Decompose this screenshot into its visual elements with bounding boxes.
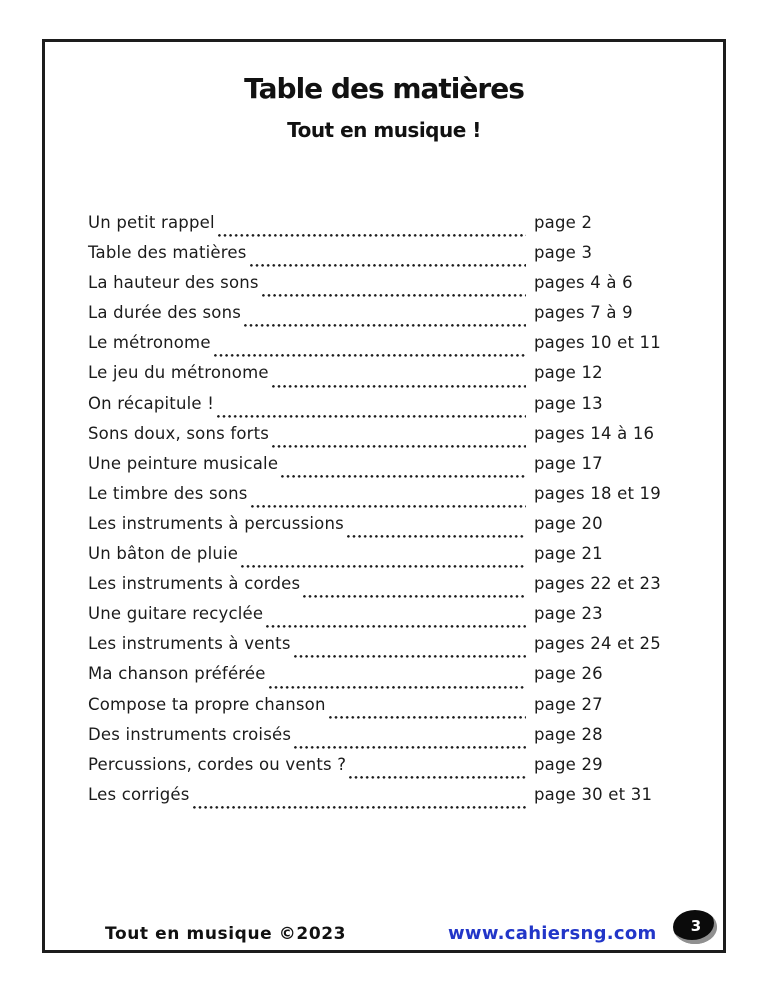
- toc-entry-title: Table des matières: [88, 243, 247, 263]
- toc-row: [88, 755, 666, 785]
- page-title: Table des matières: [244, 72, 524, 105]
- toc-row: [88, 243, 666, 273]
- toc-entry-title: Percussions, cordes ou vents ?: [88, 754, 347, 774]
- toc-entry-page: page 23: [534, 604, 603, 624]
- leader-dots: [269, 686, 526, 690]
- toc-entry-page: page 28: [534, 724, 603, 744]
- leader-dots: [262, 294, 526, 298]
- toc-entry-page: pages 7 à 9: [534, 303, 633, 323]
- toc-entry-page: page 2: [534, 213, 593, 232]
- toc-entry-page: pages 14 à 16: [534, 423, 655, 443]
- toc-entry-page: page 29: [534, 754, 603, 774]
- toc-entry-page: page 17: [534, 453, 603, 473]
- leader-dots: [303, 595, 526, 599]
- toc-row: [88, 484, 666, 514]
- toc-entry-page: page 20: [534, 513, 603, 533]
- toc-row: [88, 213, 666, 243]
- toc-entry-page: pages 18 et 19: [534, 483, 661, 503]
- leader-dots: [294, 746, 526, 750]
- toc-entry-title: Les instruments à vents: [88, 634, 291, 654]
- toc-row: [88, 424, 666, 454]
- leader-dots: [294, 655, 526, 659]
- toc-entry-page: pages 10 et 11: [534, 333, 661, 353]
- leader-dots: [251, 505, 526, 509]
- toc-entry-title: On récapitule !: [88, 393, 215, 413]
- toc-row: [88, 695, 666, 725]
- toc-entry-page: pages 4 à 6: [534, 273, 633, 293]
- page-number: 3: [690, 916, 702, 935]
- leader-dots: [272, 445, 526, 449]
- toc-row: [88, 333, 666, 363]
- page-number-badge: [673, 910, 717, 944]
- toc-entry-title: Sons doux, sons forts: [88, 423, 270, 443]
- toc-entry-title: Le jeu du métronome: [88, 363, 269, 383]
- toc-entry-title: Un petit rappel: [88, 213, 215, 232]
- toc-entry-title: Une guitare recyclée: [88, 604, 264, 624]
- toc-entry-title: Un bâton de pluie: [88, 544, 239, 564]
- leader-dots: [281, 475, 526, 479]
- toc-entry-title: La durée des sons: [88, 303, 242, 323]
- toc-row: [88, 604, 666, 634]
- toc-entry-page: page 12: [534, 363, 603, 383]
- toc-row: [88, 634, 666, 664]
- toc-entry-title: Le métronome: [88, 333, 211, 353]
- toc-entry-page: page 26: [534, 664, 603, 684]
- toc-row: [88, 363, 666, 393]
- toc-entry-page: pages 24 et 25: [534, 634, 661, 654]
- leader-dots: [214, 354, 526, 358]
- leader-dots: [218, 234, 526, 238]
- leader-dots: [241, 565, 526, 569]
- toc-entry-title: Les corrigés: [88, 784, 190, 804]
- toc-entry-page: pages 22 et 23: [534, 574, 661, 594]
- leader-dots: [266, 625, 526, 629]
- toc-entry-page: page 21: [534, 544, 603, 564]
- toc-row: [88, 273, 666, 303]
- toc-row: [88, 544, 666, 574]
- leader-dots: [272, 385, 526, 389]
- toc-entry-title: Compose ta propre chanson: [88, 694, 326, 714]
- page-subtitle: Tout en musique !: [287, 118, 481, 142]
- toc-row: [88, 394, 666, 424]
- leader-dots: [347, 535, 526, 539]
- toc-row: [88, 664, 666, 694]
- toc-row: [88, 514, 666, 544]
- toc-entry-page: page 13: [534, 393, 603, 413]
- toc-entry-title: La hauteur des sons: [88, 273, 259, 293]
- leader-dots: [250, 264, 526, 268]
- leader-dots: [217, 415, 526, 419]
- toc-list: [88, 213, 666, 815]
- toc-entry-title: Le timbre des sons: [88, 483, 248, 503]
- leader-dots: [349, 776, 526, 780]
- toc-entry-title: Ma chanson préférée: [88, 664, 266, 684]
- leader-dots: [244, 324, 526, 328]
- footer-website-link[interactable]: www.cahiersng.com: [448, 923, 657, 944]
- toc-entry-title: Les instruments à cordes: [88, 574, 301, 594]
- toc-entry-title: Des instruments croisés: [88, 724, 292, 744]
- toc-entry-page: page 3: [534, 243, 593, 263]
- toc-entry-page: page 30 et 31: [534, 784, 653, 804]
- toc-entry-title: Une peinture musicale: [88, 453, 279, 473]
- leader-dots: [329, 716, 526, 720]
- toc-row: [88, 303, 666, 333]
- footer-copyright: Tout en musique ©2023: [105, 924, 347, 944]
- toc-row: [88, 725, 666, 755]
- toc-row: [88, 574, 666, 604]
- toc-row: [88, 454, 666, 484]
- toc-entry-page: page 27: [534, 694, 603, 714]
- toc-entry-title: Les instruments à percussions: [88, 513, 344, 533]
- toc-row: [88, 785, 666, 815]
- leader-dots: [193, 806, 526, 810]
